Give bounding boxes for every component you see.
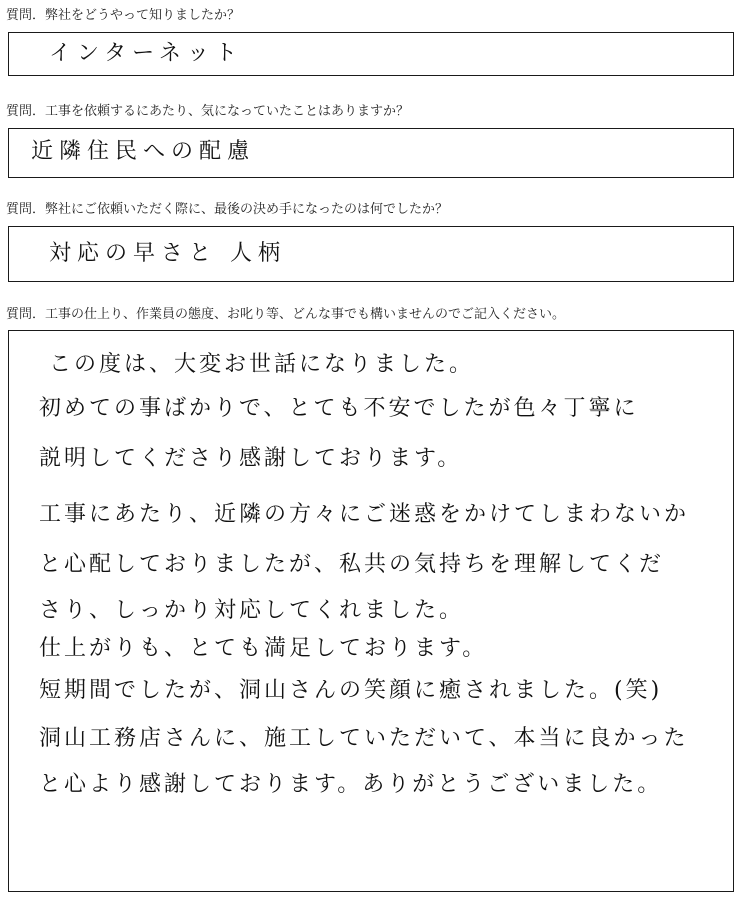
answer-4-line-4: 工事にあたり、近隣の方々にご迷惑をかけてしまわないか [39,502,690,527]
answer-3-box [8,226,734,282]
answer-4-line-9: 洞山工務店さんに、施工していただいて、本当に良かった [39,726,689,751]
answer-1-box [8,32,734,76]
question-3-label: 質問．弊社にご依頼いただく際に、最後の決め手になったのは何でしたか？ [6,202,449,217]
answer-2-box [8,128,734,178]
answer-4-line-5: と心配しておりましたが、私共の気持ちを理解してくだ [39,552,665,577]
answer-4-line-7: 仕上がりも、とても満足しております。 [39,636,488,661]
answer-3-text: 対応の早さと 人柄 [49,241,286,266]
answer-4-line-2: 初めての事ばかりで、とても不安でしたが色々丁寧に [39,396,639,421]
question-4-label: 質問．工事の仕上り、作業員の態度、お叱り等、どんな事でも構いませんのでご記入ください。 [6,307,566,322]
answer-4-line-1: この度は、大変お世話になりました。 [49,352,475,377]
answer-2-text: 近隣住民への配慮 [31,139,256,164]
answer-4-line-8: 短期間でしたが、洞山さんの笑顔に癒されました。(笑) [39,678,663,703]
question-2-label: 質問．工事を依頼するにあたり、気になっていたことはありますか？ [6,104,410,119]
answer-4-line-6: さり、しっかり対応してくれました。 [39,598,465,623]
answer-4-box [8,330,734,892]
question-1-label: 質問．弊社をどうやって知りましたか？ [6,8,241,23]
answer-4-line-3: 説明してくださり感謝しております。 [39,446,463,471]
answer-1-text: インターネット [49,41,244,66]
answer-4-line-10: と心より感謝しております。ありがとうございました。 [39,772,663,797]
